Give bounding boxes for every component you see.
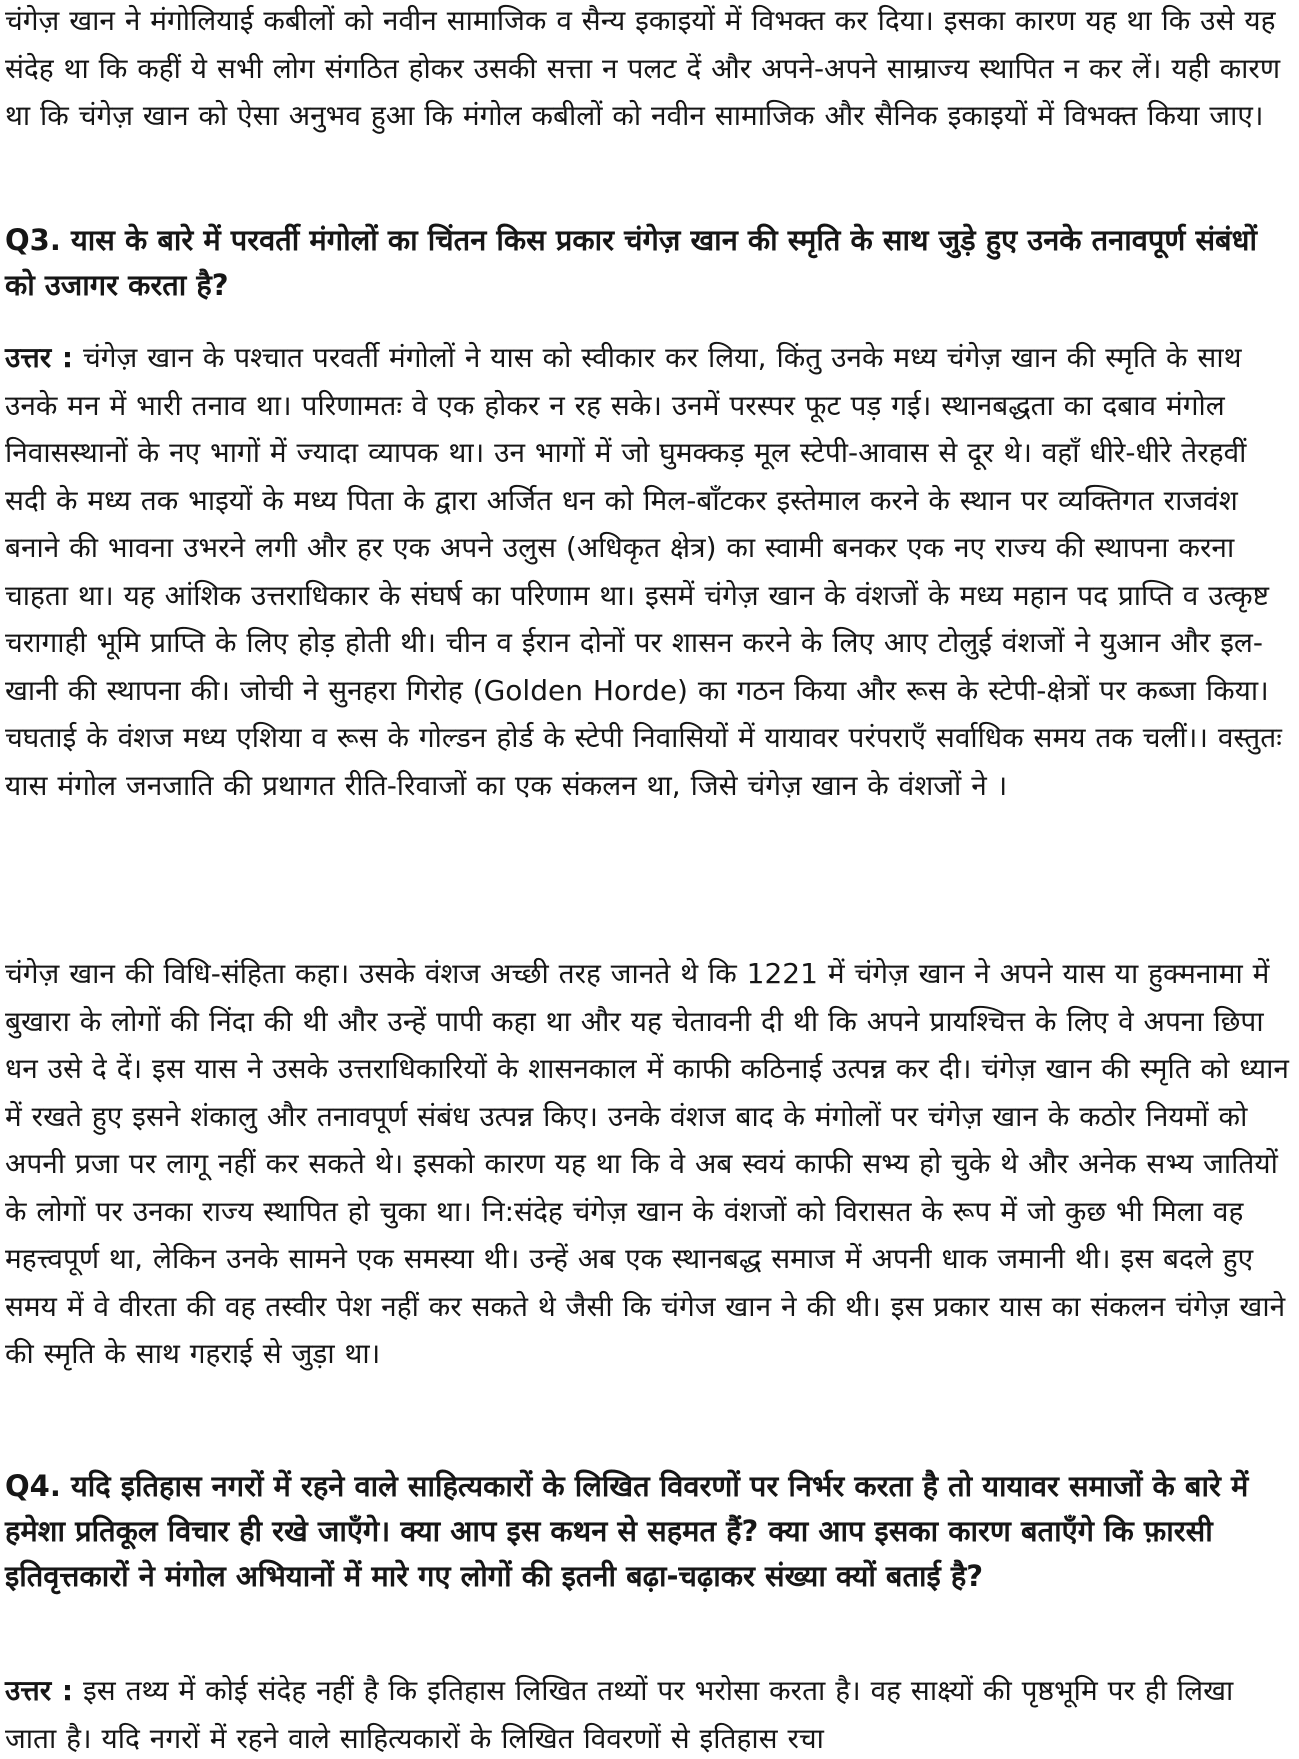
question-q3: Q3. यास के बारे में परवर्ती मंगोलों का चिंतन किस प्रकार चंगेज़ खान की स्मृति के साथ जुड़े हुए उनके तनावपूर्ण संबंधों को उजागर करता है?	[5, 223, 1257, 302]
answer-q4-text: इस तथ्य में कोई संदेह नहीं है कि इतिहास लिखित तथ्यों पर भरोसा करता है। वह साक्ष्यों की पृष्ठभूमि पर ही लिखा जाता है। यदि नगरों में रहने वाले साहित्यकारों के लिखित विवरणों से इतिहास रचा	[5, 1674, 1234, 1755]
answer-q4	[5, 1667, 1291, 1759]
answer-q3-continuation: चंगेज़ खान की विधि-संहिता कहा। उसके वंशज अच्छी तरह जानते थे कि 1221 में चंगेज़ खान ने अपने यास या हुक्मनामा में बुखारा के लोगों की निंदा की थी और उन्हें पापी कहा था और यह चेतावनी दी थी कि अपने प्रायश्चित्त के लिए वे अपना छिपा धन उसे दे दें। इस यास ने उसके उत्तराधिकारियों के शासनकाल में काफी कठिनाई उत्पन्न कर दी। चंगेज़ खान की स्मृति को ध्यान में रखते हुए इसने शंकालु और तनावपूर्ण संबंध उत्पन्न किए। उनके वंशज बाद के मंगोलों पर चंगेज़ खान के कठोर नियमों को अपनी प्रजा पर लागू नहीं कर सकते थे। इसको कारण यह था कि वे अब स्वयं काफी सभ्य हो चुके थे और अनेक सभ्य जातियों के लोगों पर उनका राज्य स्थापित हो चुका था। नि:संदेह चंगेज़ खान के वंशजों को विरासत के रूप में जो कुछ भी मिला वह महत्त्वपूर्ण था, लेकिन उनके सामने एक समस्या थी। उन्हें अब एक स्थानबद्ध समाज में अपनी धाक जमानी थी। इस बदले हुए समय में वे वीरता की वह तस्वीर पेश नहीं कर सकते थे जैसी कि चंगेज खान ने की थी। इस प्रकार यास का संकलन चंगेज़ खाने की स्मृति के साथ गहराई से जुड़ा था।	[5, 957, 1289, 1370]
intro-paragraph: चंगेज़ खान ने मंगोलियाई कबीलों को नवीन सामाजिक व सैन्य इकाइयों में विभक्त कर दिया। इसका कारण यह था कि उसे यह संदेह था कि कहीं ये सभी लोग संगठित होकर उसकी सत्ता न पलट दें और अपने-अपने साम्राज्य स्थापित न कर लें। यही कारण था कि चंगेज़ खान को ऐसा अनुभव हुआ कि मंगोल कबीलों को नवीन सामाजिक और सैनिक इकाइयों में विभक्त किया जाए।	[5, 4, 1281, 132]
answer-label: उत्तर :	[5, 1674, 74, 1707]
answer-label: उत्तर :	[5, 341, 74, 374]
answer-q3	[5, 334, 1291, 809]
question-q4: Q4. यदि इतिहास नगरों में रहने वाले साहित्यकारों के लिखित विवरणों पर निर्भर करता है तो यायावर समाजों के बारे में हमेशा प्रतिकूल विचार ही रखे जाएँगे। क्या आप इस कथन से सहमत हैं? क्या आप इसका कारण बताएँगे कि फ़ारसी इतिवृत्तकारों ने मंगोल अभियानों में मारे गए लोगों की इतनी बढ़ा-चढ़ाकर संख्या क्यों बताई है?	[5, 1469, 1249, 1593]
answer-q3-text: चंगेज़ खान के पश्चात परवर्ती मंगोलों ने यास को स्वीकार कर लिया, किंतु उनके मध्य चंगेज़ खान की स्मृति के साथ उनके मन में भारी तनाव था। परिणामतः वे एक होकर न रह सके। उनमें परस्पर फूट पड़ गई। स्थानबद्धता का दबाव मंगोल निवासस्थानों के नए भागों में ज्यादा व्यापक था। उन भागों में जो घुमक्कड़ मूल स्टेपी-आवास से दूर थे। वहाँ धीरे-धीरे तेरहवीं सदी के मध्य तक भाइयों के मध्य पिता के द्वारा अर्जित धन को मिल-बाँटकर इस्तेमाल करने के स्थान पर व्यक्तिगत राजवंश बनाने की भावना उभरने लगी और हर एक अपने उलुस (अधिकृत क्षेत्र) का स्वामी बनकर एक नए राज्य की स्थापना करना चाहता था। यह आंशिक उत्तराधिकार के संघर्ष का परिणाम था। इसमें चंगेज़ खान के वंशजों के मध्य महान पद प्राप्ति व उत्कृष्ट चरागाही भूमि प्राप्ति के लिए होड़ होती थी। चीन व ईरान दोनों पर शासन करने के लिए आए टोलुई वंशजों ने युआन और इल-खानी की स्थापना की। जोची ने सुनहरा गिरोह (Golden Horde) का गठन किया और रूस के स्टेपी-क्षेत्रों पर कब्जा किया। चघताई के वंशज मध्य एशिया व रूस के गोल्डन होर्ड के स्टेपी निवासियों में यायावर परंपराएँ सर्वाधिक समय तक चलीं।। वस्तुतः यास मंगोल जनजाति की प्रथागत रीति-रिवाजों का एक संकलन था, जिसे चंगेज़ खान के वंशजों ने ।	[5, 341, 1282, 802]
